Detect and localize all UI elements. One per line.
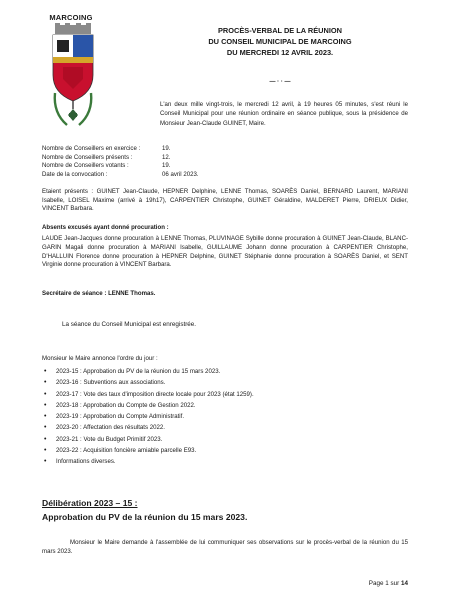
count-row [42, 154, 412, 163]
secretary-line [42, 290, 408, 297]
count-label: Nombre de Conseillers en exercice : [42, 145, 141, 152]
secretary-label: Secrétaire de séance : [42, 290, 107, 297]
agenda-item: • 2023-16 : Subventions aux associations. [42, 377, 408, 388]
header-line-3: DU MERCREDI 12 AVRIL 2023. [226, 48, 334, 57]
page-total: 14 [400, 580, 408, 587]
closing-paragraph: Monsieur le Maire demande à l'assemblée de lui communiquer ses observations sur le procès-verbal de la réunion du 15 mars 2023. [42, 539, 408, 555]
absent-heading: Absents excusés ayant donné procuration : [42, 224, 169, 231]
agenda-item: • 2023-19 : Approbation du Compte Administratif. [42, 411, 408, 422]
agenda-item: • 2023-22 : Acquisition foncière amiable parcelle E93. [42, 445, 408, 456]
agenda-item: • 2023-21 : Vote du Budget Primitif 2023. [42, 434, 408, 445]
absent-members: LAUDE Jean-Jacques donne procuration à LENNE Thomas, PLUVINAGE Sybille donne procuration à GUINET Jean-Claude, BLANC-GARIN Magali donne procuration à MARIANI Isabelle, GUILLAUME Johann donne procuration à CARPENTIER Christophe, D'HALLUIN Florence donne procuration à HEPNER Delphine, GUINET Stéphanie donne procuration à SOARÈS Daniel, et SENT Virginie donne procuration à VINCENT Barbara. [42, 235, 408, 269]
count-label: Date de la convocation : [42, 170, 108, 178]
header-line-2: DU CONSEIL MUNICIPAL DE MARCOING [208, 37, 352, 46]
count-value: 19. [162, 145, 171, 152]
deliberation-heading [42, 496, 408, 524]
agenda-item: • 2023-18 : Approbation du Compte de Gestion 2022. [42, 400, 408, 411]
counts-block [42, 145, 412, 179]
separator-glyph: — · · — [269, 79, 291, 85]
agenda-intro: Monsieur le Maire annonce l'ordre du jour : [42, 355, 158, 362]
count-value: 19. [162, 162, 171, 170]
count-value: 12. [162, 153, 171, 161]
page-footer [330, 580, 408, 587]
count-row [42, 162, 412, 171]
agenda-item: • 2023-17 : Vote des taux d'imposition directe locale pour 2023 (état 1259). [42, 389, 408, 400]
deliberation-title: Délibération 2023 – 15 : [42, 498, 138, 508]
crest-label: MARCOING [49, 13, 93, 22]
present-members: Etaient présents : GUINET Jean-Claude, HEPNER Delphine, LENNE Thomas, SOARÈS Daniel, BERNARD Laurent, MARIANI Isabelle, LOISEL Maxime (arrivé à 19h17), CARPENTIER Christophe, GUINET Géraldine, MALDERET Pierre, DRIEUX Didier, VINCENT Barbara. [42, 188, 408, 213]
count-label: Nombre de Conseillers présents : [42, 153, 133, 161]
intro-paragraph: L'an deux mille vingt-trois, le mercredi 12 avril, à 19 heures 05 minutes, s'est réuni le Conseil Municipal pour une réunion ordinaire en séance publique, sous la présidence de Monsieur Jean-Claude GUINET, Maire. [160, 101, 408, 127]
agenda-item: • 2023-20 : Affectation des résultats 2022. [42, 422, 408, 433]
count-label: Nombre de Conseillers votants : [42, 162, 129, 170]
count-value: 06 avril 2023. [162, 170, 199, 178]
agenda-item: • Informations diverses. [42, 456, 408, 467]
recording-notice: La séance du Conseil Municipal est enregistrée. [62, 321, 197, 328]
page-number-prefix: Page 1 sur [368, 580, 400, 587]
header-separator [0, 70, 450, 88]
count-row [42, 145, 412, 154]
secretary-value: LENNE Thomas. [108, 290, 156, 297]
header-line-1: PROCÈS-VERBAL DE LA RÉUNION [217, 26, 342, 35]
document-header [160, 25, 400, 58]
agenda-item: • 2023-15 : Approbation du PV de la réunion du 15 mars 2023. [42, 366, 408, 377]
deliberation-subtitle: Approbation du PV de la réunion du 15 mars 2023. [42, 512, 248, 522]
agenda-list [42, 366, 408, 468]
count-row [42, 171, 412, 180]
